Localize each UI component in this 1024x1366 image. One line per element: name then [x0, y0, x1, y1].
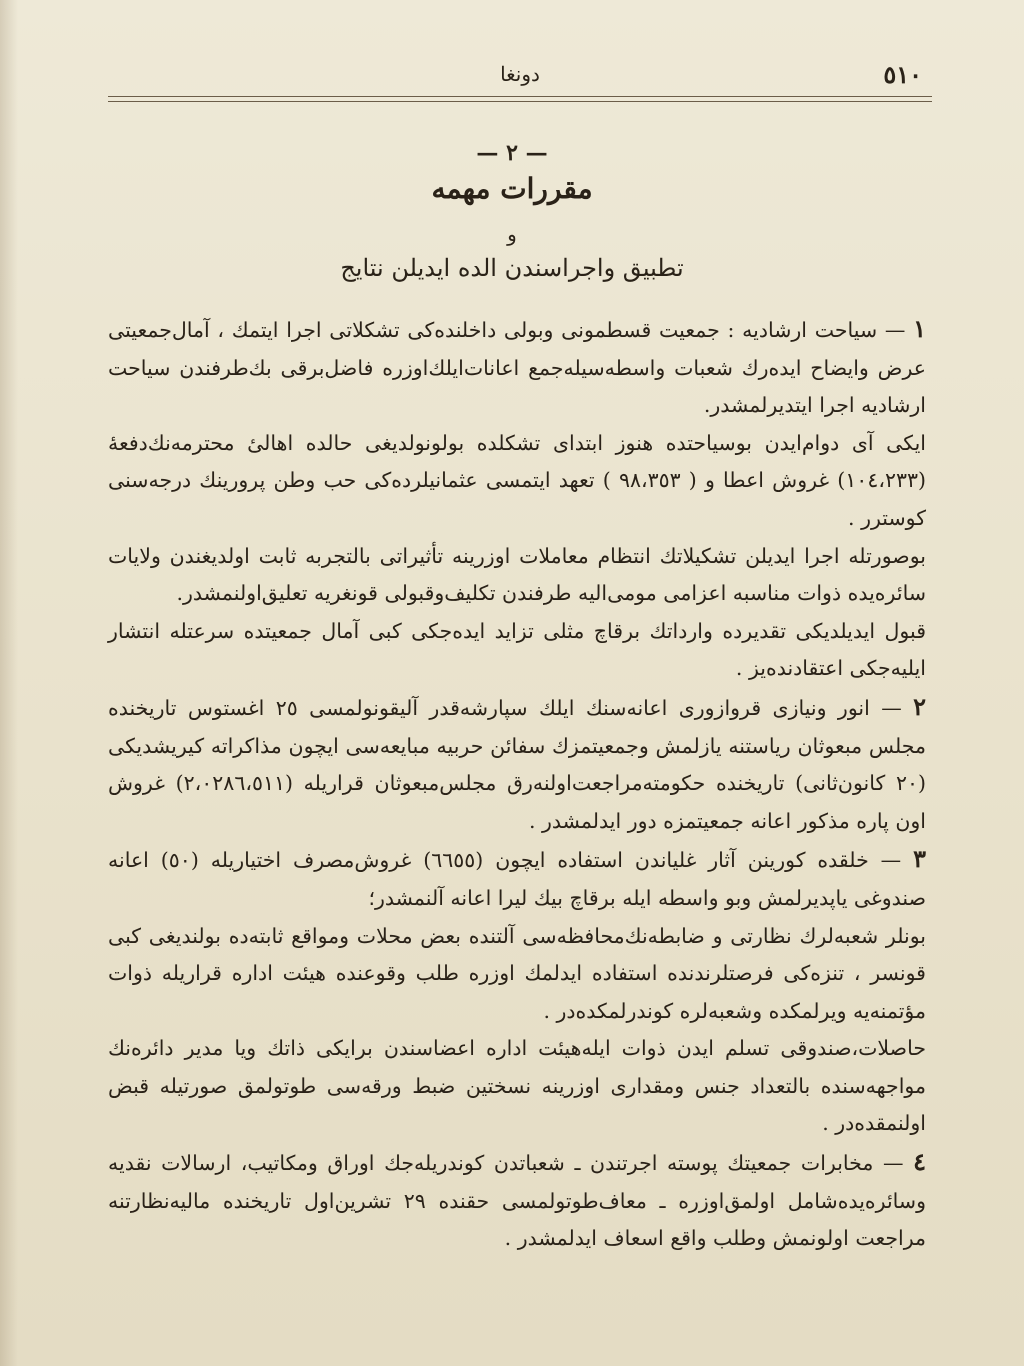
paragraph	[108, 538, 926, 613]
page-number: ٥١٠	[883, 60, 922, 89]
paragraph	[108, 310, 926, 425]
paragraph	[108, 1143, 926, 1258]
paragraph-text: حاصلات،صندوقی تسلم ایدن ذوات ایله‌هیئت اداره اعضاسندن برایکی ذاتك ویا مدیر دائره‌نك مواجهه‌سنده بالتعداد جنس ومقداری اوزرینه نسختین ضبط ورقه‌سی طوتولمق صورتیله قبض اولنمقده‌در .	[108, 1036, 926, 1136]
section-subtitle: تطبیق واجراسندن الده ایدیلن نتایج	[340, 254, 684, 282]
paragraph	[108, 1030, 926, 1143]
page-header	[108, 58, 932, 94]
paragraph-text: قبول ایدیلدیکی تقدیرده وارداتك برقاچ مثلی تزاید ایده‌جکی کبی آمال جمعیتده سرعتله انتشار ایلیه‌جکی اعتقادنده‌یز .	[108, 618, 926, 681]
paragraph-text: — انور ونیازی قروازوری اعانه‌سنك ایلك سپارشه‌قدر آلیقونولمسی ٢٥ اغستوس تاریخنده مجلس مبعوثان ریاستنه یازلمش وجمعیتمزك سفائن حربیه مبایعه‌سی ایچون مذاکراته کیریشدیکی (٢٠ کانون‌ثانی) تاریخنده حکومته‌مراجعت‌اولنه‌رق مجلس‌مبعوثان قراریله (٢،٠٢٨٦،٥١١) غروش اون پاره مذکور اعانه جمعیتمزه دور ایدلمشدر .	[108, 695, 926, 833]
item-number: ٢	[913, 691, 926, 721]
header-rule	[108, 96, 932, 102]
paragraph	[108, 688, 926, 840]
section-number: — ٢ —	[476, 140, 548, 166]
running-title: دونغا	[500, 62, 540, 86]
paragraph	[108, 918, 926, 1031]
paragraph	[108, 425, 926, 538]
item-number: ٣	[913, 844, 926, 874]
body-text	[108, 310, 926, 1258]
section-title: مقررات مهمه	[431, 172, 593, 205]
paragraph	[108, 613, 926, 688]
paragraph-text: ایکی آی دوام‌ایدن بوسیاحتده هنوز ابتدای تشکلده بولونولدیغی حالده اهالیٔ محترمه‌نك‌دفعهٔ (١٠٤،٢٣٣) غروش اعطا و ( ٩٨،٣٥٣ ) تعهد ایتمسی عثمانیلرده‌کی حب وطن پرورینك درجه‌سنی کوسترر .	[108, 430, 926, 530]
paragraph-text: بونلر شعبه‌لرك نظارتی و ضابطه‌نك‌محافظه‌سی آلتنده بعض محلات ومواقع ثابته‌ده بولندیغی کبی قونسر ، تنزه‌کی فرصتلرندنده استفاده ایدلمك اوزره طلب وقوعنده هیئت اداره قراریله ذوات مؤتمنه‌یه ویرلمکده وشعبه‌لره کوندرلمکده‌در .	[108, 923, 926, 1023]
paragraph	[108, 840, 926, 917]
paragraph-text: بوصورتله اجرا ایدیلن تشکیلاتك انتظام معاملات اوزرینه تأثیراتی بالتجربه ثابت اولدیغندن ولایات سائره‌یده ذوات مناسبه اعزامی مومی‌الیه طرفندن تکلیف‌وقبولی قونغریه تعلیق‌اولنمشدر.	[108, 543, 926, 606]
item-number: ١	[913, 314, 926, 343]
item-number: ٤	[913, 1147, 926, 1177]
paragraph-text: — سیاحت ارشادیه : جمعیت قسطمونی وبولی داخلنده‌کی تشکلاتی اجرا ایتمك ، آمال‌جمعیتی عرض وایضاح ایده‌رك شعبات واسطه‌سیله‌جمع اعانات‌ایلك‌اوزره فاضل‌برقی بك‌طرفندن سیاحت ارشادیه اجرا ایتدیرلمشدر.	[108, 318, 926, 418]
paragraph-text: — خلقده کورینن آثار غلیاندن استفاده ایچون (٦٦٥٥) غروش‌مصرف اختیاریله (٥٠) اعانه صندوغی یاپدیرلمش وبو واسطه ایله برقاچ بیك لیرا اعانه آلنمشدر؛	[108, 848, 926, 910]
paragraph-text: — مخابرات جمعیتك پوسته اجرتندن ـ شعباتدن کوندریله‌جك اوراق ومکاتیب، ارسالات نقدیه وسائره‌یده‌شامل اولمق‌اوزره ـ معاف‌طوتولمسی حقنده ٢٩ تشرین‌اول تاریخنده مالیه‌نظارتنه مراجعت اولونمش وطلب واقع اسعاف ایدلمشدر .	[108, 1151, 926, 1251]
section-conjunction: و	[507, 222, 517, 246]
